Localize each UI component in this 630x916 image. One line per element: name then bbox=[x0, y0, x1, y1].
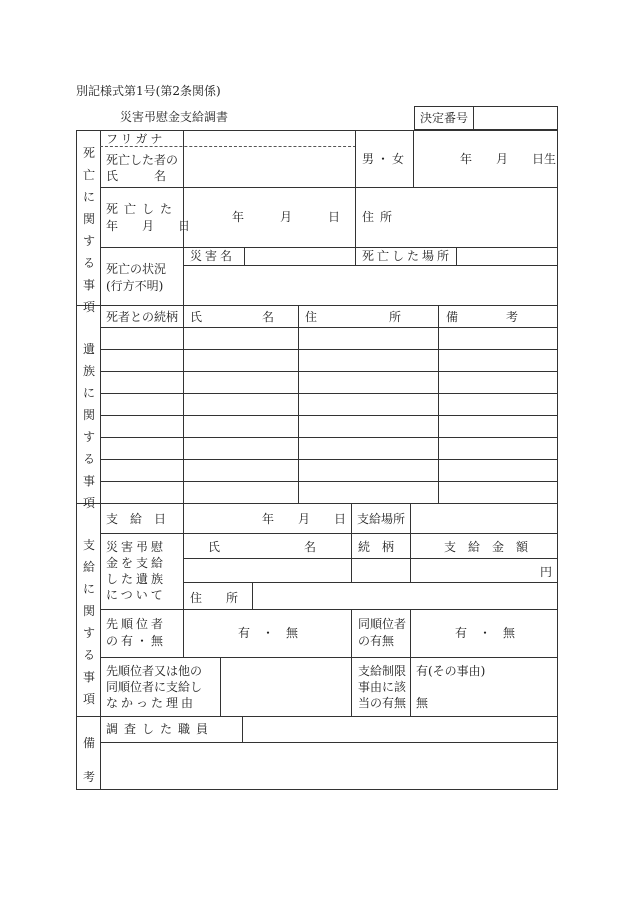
payment-place-label: 支給場所 bbox=[357, 512, 406, 526]
restriction-no-option[interactable]: 無 bbox=[416, 696, 429, 710]
circumstances-label-2: (行方不明) bbox=[106, 279, 164, 293]
family-row-3[interactable] bbox=[101, 372, 557, 393]
family-row-5[interactable] bbox=[101, 416, 557, 437]
family-row-7[interactable] bbox=[101, 460, 557, 481]
recipient-name-header: 氏 名 bbox=[208, 540, 317, 554]
furigana-label: フリガナ bbox=[106, 132, 166, 146]
form-title: 別記様式第1号(第2条関係) bbox=[76, 84, 221, 98]
relationship-input[interactable] bbox=[353, 560, 408, 581]
family-col-relationship: 死者との続柄 bbox=[106, 310, 179, 324]
furigana-input[interactable] bbox=[185, 132, 353, 145]
deceased-name-label-2: 氏 名 bbox=[106, 169, 167, 183]
recipient-label-line-3: した遺族 bbox=[106, 572, 167, 586]
birth-date[interactable]: 年 月 日生 bbox=[460, 152, 557, 166]
restriction-label-line-1: 支給制限 bbox=[358, 664, 407, 678]
decision-number-input[interactable] bbox=[475, 108, 555, 128]
death-place-input[interactable] bbox=[458, 249, 556, 264]
document-title: 災害弔慰金支給調書 bbox=[120, 110, 229, 124]
death-date-label-2: 年 月 日 bbox=[106, 219, 197, 233]
recipient-label-line-2: 金を支給 bbox=[106, 556, 167, 570]
disaster-name-input[interactable] bbox=[246, 249, 353, 264]
relationship-header: 続 柄 bbox=[358, 540, 395, 554]
reason-label-line-1: 先順位者又は他の bbox=[106, 664, 203, 678]
recipient-label-line-1: 災害弔慰 bbox=[106, 540, 167, 554]
family-row-2[interactable] bbox=[101, 350, 557, 371]
remarks-input[interactable] bbox=[102, 744, 556, 787]
same-rank-label-2: の有無 bbox=[358, 634, 395, 648]
family-row-1[interactable] bbox=[101, 328, 557, 349]
priority-options[interactable]: 有 ・ 無 bbox=[238, 626, 299, 640]
restriction-label-line-2: 事由に該 bbox=[358, 680, 407, 694]
death-date-value[interactable]: 年 月 日 bbox=[232, 210, 341, 224]
priority-label-1: 先順位者 bbox=[106, 617, 167, 631]
recipient-label-line-4: について bbox=[106, 588, 166, 602]
family-row-4[interactable] bbox=[101, 394, 557, 415]
death-address-input[interactable] bbox=[415, 189, 556, 245]
yen-unit: 円 bbox=[540, 565, 553, 579]
same-rank-label-1: 同順位者 bbox=[358, 617, 407, 631]
same-rank-options[interactable]: 有 ・ 無 bbox=[455, 626, 516, 640]
deceased-name-input[interactable] bbox=[185, 148, 353, 185]
payment-date-value[interactable]: 年 月 日 bbox=[262, 512, 347, 526]
amount-input[interactable] bbox=[412, 560, 542, 581]
family-row-8[interactable] bbox=[101, 482, 557, 503]
death-section-heading: 死 亡 に 関 す る 事 項 bbox=[82, 146, 95, 314]
decision-number-label: 決定番号 bbox=[420, 111, 469, 125]
remarks-section-heading: 備 考 bbox=[82, 736, 95, 784]
family-col-address: 住 所 bbox=[305, 310, 402, 324]
investigator-input[interactable] bbox=[244, 718, 556, 741]
circumstances-input[interactable] bbox=[185, 267, 556, 303]
death-date-label-1: 死亡した bbox=[106, 202, 179, 216]
priority-label-2: の有・無 bbox=[106, 634, 167, 648]
family-row-6[interactable] bbox=[101, 438, 557, 459]
payment-section-heading: 支 給 に 関 す る 事 項 bbox=[82, 538, 95, 706]
recipient-name-input[interactable] bbox=[185, 560, 349, 581]
death-address-label: 住所 bbox=[362, 210, 399, 224]
family-col-remarks: 備 考 bbox=[446, 310, 519, 324]
death-place-label: 死亡した場所 bbox=[362, 249, 453, 263]
payment-date-label: 支 給 日 bbox=[106, 512, 167, 526]
reason-label-line-3: なかった理由 bbox=[106, 696, 197, 710]
reason-label-line-2: 同順位者に支給し bbox=[106, 680, 203, 694]
amount-header: 支 給 金 額 bbox=[444, 540, 529, 554]
family-col-name: 氏 名 bbox=[190, 310, 275, 324]
payment-place-input[interactable] bbox=[412, 505, 556, 532]
recipient-address-input[interactable] bbox=[254, 584, 556, 608]
disaster-name-label: 災害名 bbox=[190, 249, 236, 263]
restriction-label-line-3: 当の有無 bbox=[358, 696, 407, 710]
circumstances-label-1: 死亡の状況 bbox=[106, 262, 167, 276]
restriction-yes-option[interactable]: 有(その事由) bbox=[416, 664, 486, 678]
deceased-name-label-1: 死亡した者の bbox=[106, 153, 179, 167]
family-section-heading: 遺 族 に 関 す る 事 項 bbox=[82, 342, 95, 510]
reason-input[interactable] bbox=[222, 659, 349, 714]
gender-options[interactable]: 男・女 bbox=[362, 152, 408, 166]
recipient-address-label: 住 所 bbox=[190, 591, 239, 605]
investigator-label: 調査した職員 bbox=[106, 722, 215, 736]
